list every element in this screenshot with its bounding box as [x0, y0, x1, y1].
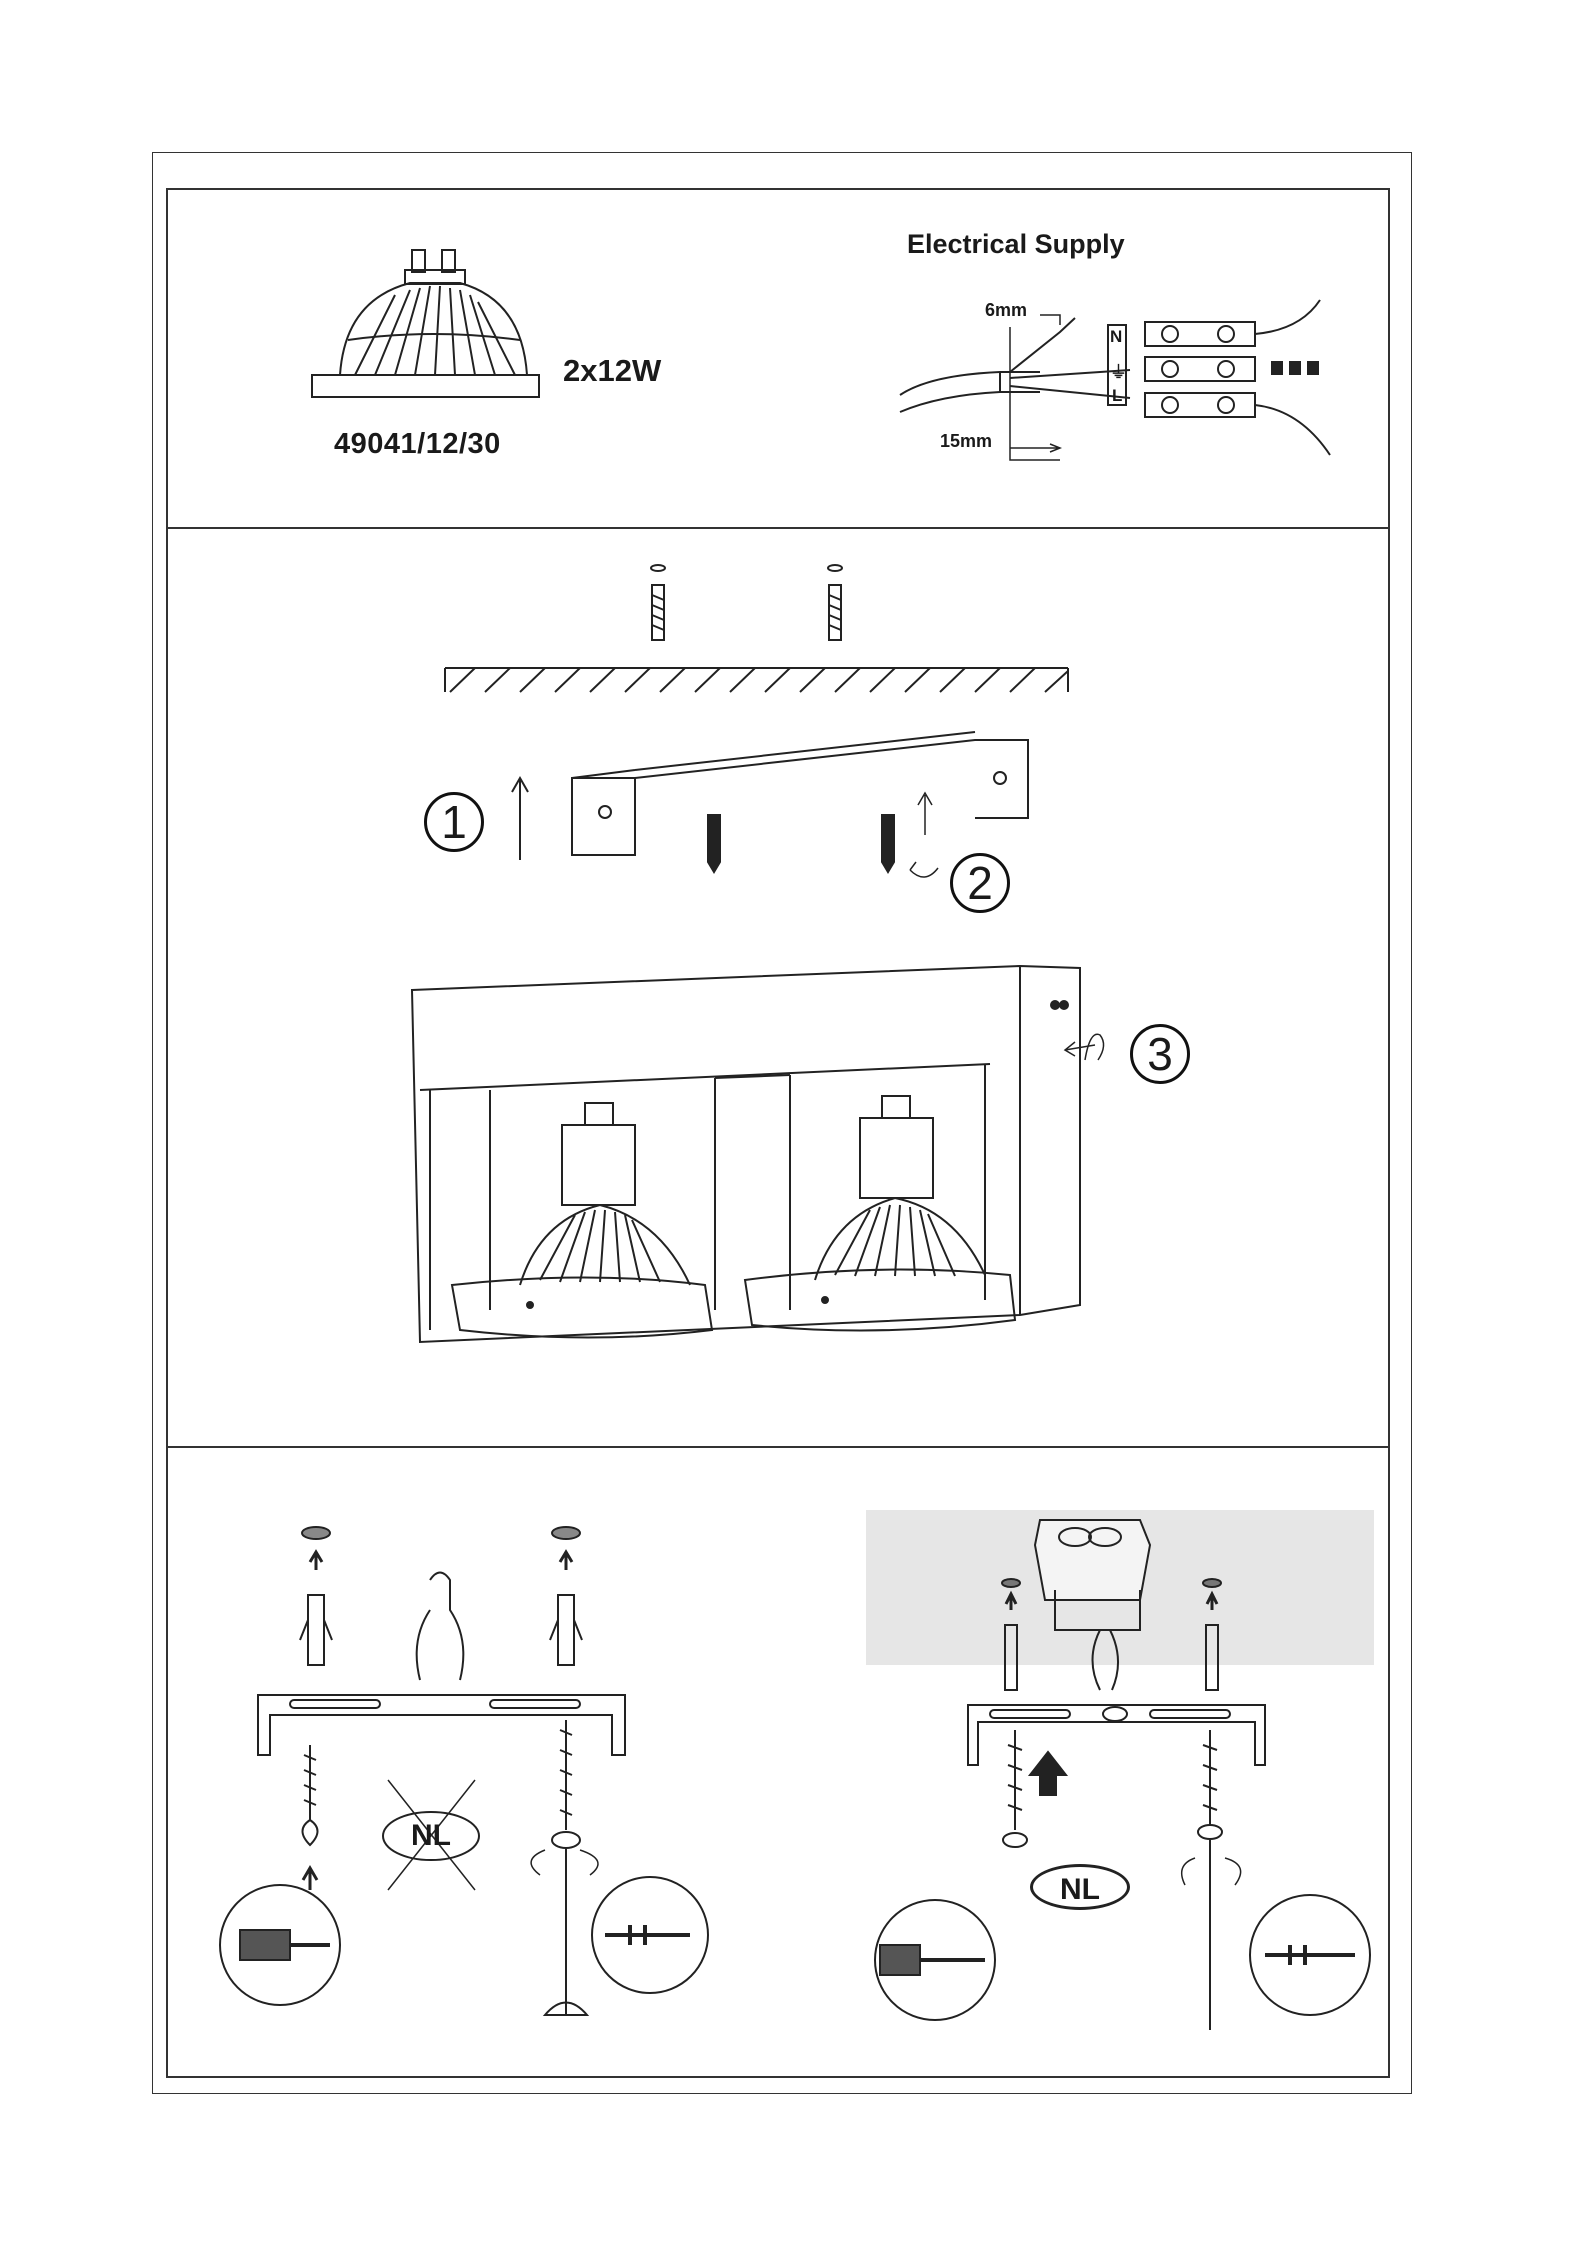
bulb-icon: [312, 250, 539, 397]
model-number: 49041/12/30: [334, 428, 501, 460]
left-bracket-assembly: [220, 1527, 708, 2015]
wattage-label: 2x12W: [563, 353, 662, 388]
step-3-badge: 3: [1130, 1024, 1190, 1084]
screw-icon: [708, 815, 894, 872]
step-2-badge: 2: [950, 853, 1010, 913]
ceiling-hatching: [445, 668, 1068, 692]
terminal-label-n: N: [1110, 327, 1123, 346]
nl-label-right: NL: [1030, 1864, 1130, 1910]
strip-length-label: 6mm: [985, 300, 1028, 320]
electrical-supply-title: Electrical Supply: [907, 229, 1125, 259]
wall-plug-icon: [651, 565, 842, 640]
step-1-badge: 1: [424, 792, 484, 852]
terminal-block: [1108, 300, 1330, 455]
sheath-length-label: 15mm: [940, 431, 993, 451]
terminal-label-l: L: [1112, 386, 1123, 405]
lamp-fixture: [412, 966, 1104, 1342]
cable-diagram: [900, 315, 1130, 460]
terminal-label-earth: ⏚: [1110, 363, 1127, 382]
right-bracket-assembly: [866, 1510, 1374, 2030]
nl-label-left: NL: [411, 1819, 451, 1852]
mounting-bracket: [512, 732, 1028, 877]
